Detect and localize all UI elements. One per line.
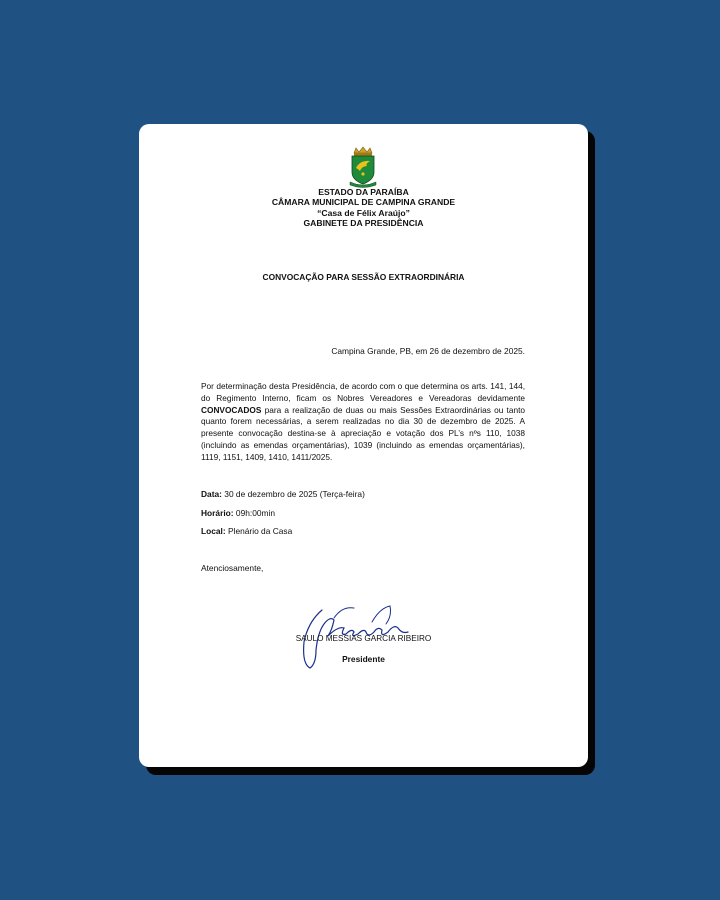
place-label: Local: xyxy=(201,526,226,536)
body-paragraph xyxy=(201,381,525,464)
time-label: Horário: xyxy=(201,508,234,518)
crest-emblem-icon xyxy=(348,146,378,188)
header-house-name: “Casa de Félix Araújo” xyxy=(317,207,410,218)
body-text-part2: para a realização de duas ou mais Sessões Extraordinárias ou tanto quanto forem necessárias, a serem realizadas no dia 30 de dezembro de 2025. A presente convocação destina-se à apreciação e votação dos PL’s nºs 110, 1038 (incluindo as emendas orçamentárias), 1039 (incluindo as emendas orçamentárias), 1119, 1151, 1409, 1410, 1411/2025. xyxy=(201,404,526,462)
signer-name: SAULO MESSIAS GARCIA RIBEIRO xyxy=(295,634,432,643)
header-office: GABINETE DA PRESIDÊNCIA xyxy=(303,218,424,229)
detail-place xyxy=(201,526,292,536)
time-value: 09h:00min xyxy=(235,508,276,518)
closing-salutation: Atenciosamente, xyxy=(201,563,264,573)
document-title: CONVOCAÇÃO PARA SESSÃO EXTRAORDINÁRIA xyxy=(262,272,465,282)
signer-role: Presidente xyxy=(342,654,385,664)
institution-header xyxy=(139,187,588,229)
header-chamber: CÂMARA MUNICIPAL DE CAMPINA GRANDE xyxy=(271,197,456,208)
body-text-bold: CONVOCADOS xyxy=(201,404,262,415)
date-label: Data: xyxy=(201,489,222,499)
header-state: ESTADO DA PARAÍBA xyxy=(318,187,409,197)
detail-date xyxy=(201,489,365,499)
dateline: Campina Grande, PB, em 26 de dezembro de 2025. xyxy=(331,346,525,356)
date-value: 30 de dezembro de 2025 (Terça-feira) xyxy=(224,489,365,499)
body-text-part1: Por determinação desta Presidência, de acordo com o que determina os arts. 141, 144, do Regimento Interno, ficam os Nobres Vereadores e Vereadoras devidamente xyxy=(201,381,525,403)
detail-time xyxy=(201,508,275,518)
place-value: Plenário da Casa xyxy=(228,526,293,536)
document-page xyxy=(139,124,588,767)
